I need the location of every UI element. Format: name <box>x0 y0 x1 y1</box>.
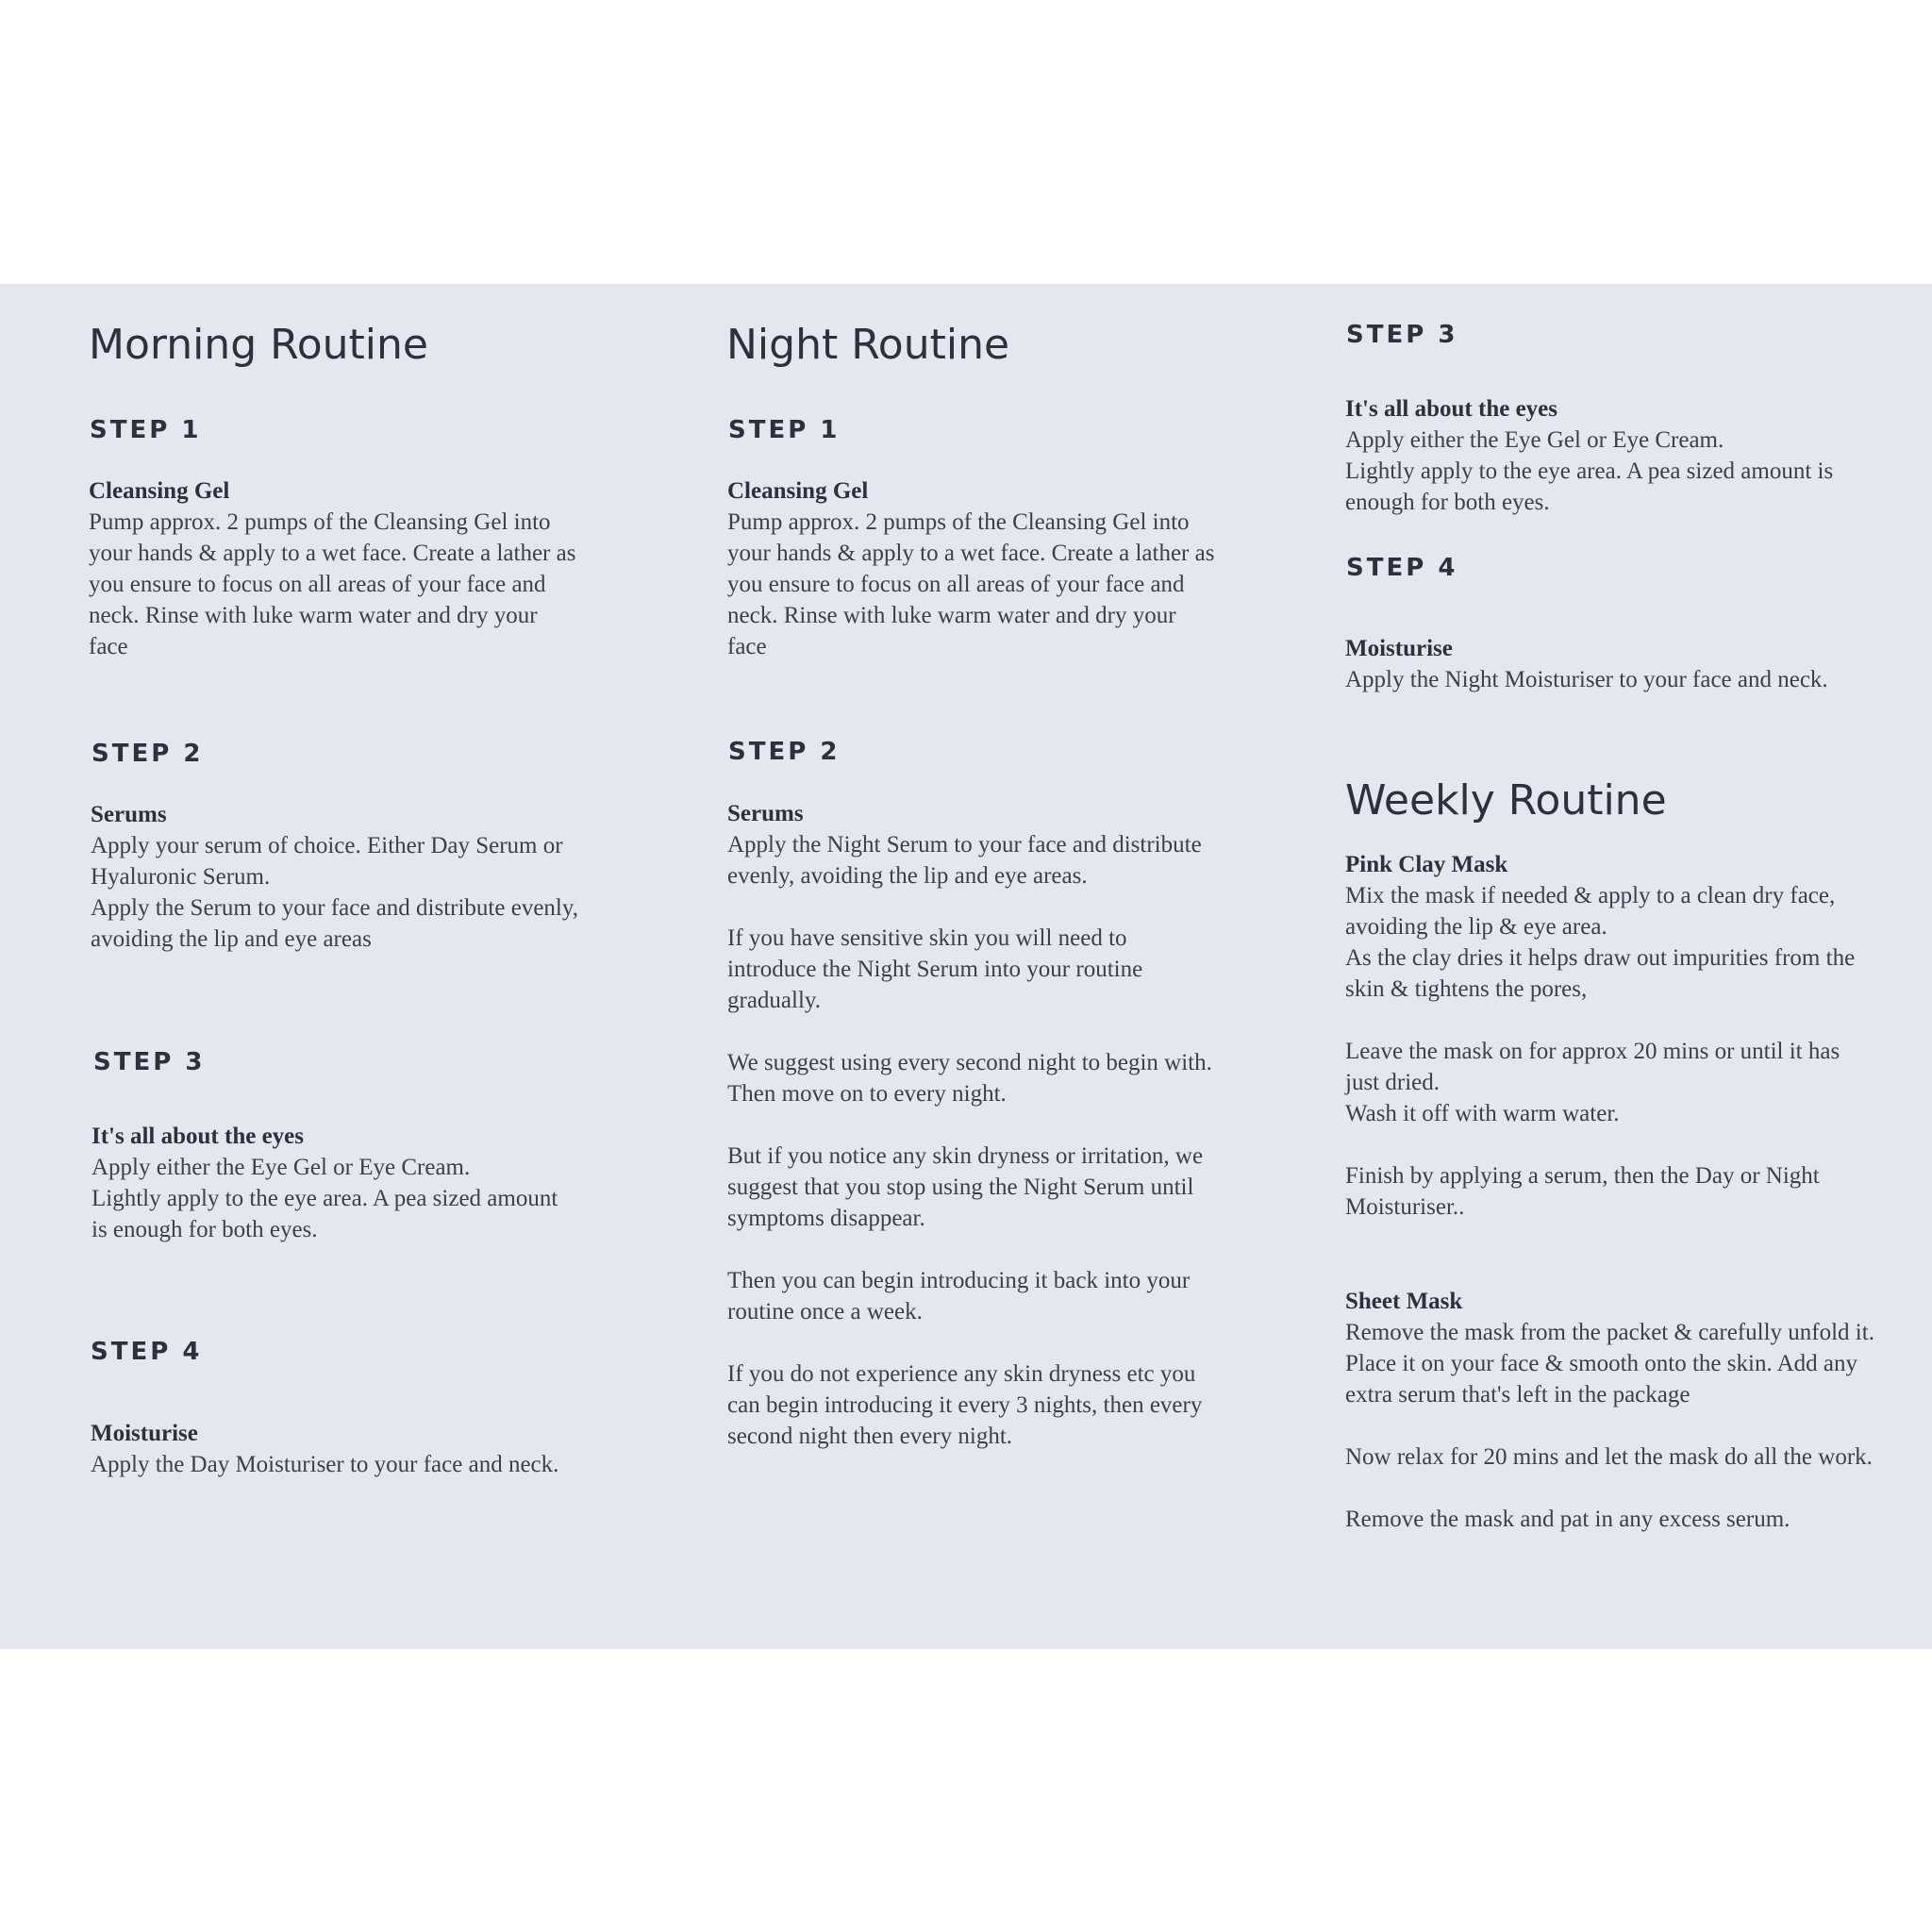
night-step2-p3: We suggest using every second night to begin with. Then move on to every night. <box>727 1050 1212 1107</box>
pink-clay-mask-block <box>1345 849 1874 1223</box>
morning-step1-heading: Cleansing Gel <box>89 478 230 504</box>
sheet-mask-block <box>1345 1286 1888 1535</box>
night-step1-label: STEP 1 <box>728 416 841 444</box>
night-step2-p2: If you have sensitive skin you will need to introduce the Night Serum into your routine gradually. <box>727 925 1143 1013</box>
night-step3-label: STEP 3 <box>1346 321 1458 349</box>
morning-step1-label: STEP 1 <box>90 416 202 444</box>
morning-step2-line1: Apply your serum of choice. Either Day Serum or Hyaluronic Serum. <box>91 833 563 890</box>
pink-clay-mask-heading: Pink Clay Mask <box>1345 852 1508 877</box>
night-step2-label: STEP 2 <box>728 738 841 766</box>
morning-step3-line2: Lightly apply to the eye area. A pea sized amount is enough for both eyes. <box>92 1186 558 1242</box>
morning-step2-heading: Serums <box>91 802 167 827</box>
night-step3-line2: Lightly apply to the eye area. A pea sized amount is enough for both eyes. <box>1345 458 1834 515</box>
sheet-mask-p3: Remove the mask and pat in any excess serum. <box>1345 1507 1790 1532</box>
morning-step2-block <box>91 799 581 955</box>
night-step2-p4: But if you notice any skin dryness or irritation, we suggest that you stop using the Night Serum until symptoms disappear. <box>727 1143 1204 1231</box>
sheet-mask-heading: Sheet Mask <box>1345 1289 1463 1314</box>
morning-step3-line1: Apply either the Eye Gel or Eye Cream. <box>92 1155 471 1180</box>
night-step2-p5: Then you can begin introducing it back into your routine once a week. <box>727 1268 1191 1324</box>
pink-clay-mask-line4: Wash it off with warm water. <box>1345 1101 1620 1126</box>
night-step4-label: STEP 4 <box>1346 554 1458 582</box>
morning-step2-label: STEP 2 <box>92 740 204 768</box>
night-step1-block <box>727 475 1218 662</box>
pink-clay-mask-line3: Leave the mask on for approx 20 mins or until it has just dried. <box>1345 1039 1840 1095</box>
pink-clay-mask-line1: Mix the mask if needed & apply to a clean dry face, avoiding the lip & eye area. <box>1345 883 1836 940</box>
morning-step1-block <box>89 475 579 662</box>
night-step4-heading: Moisturise <box>1345 636 1453 661</box>
pink-clay-mask-line5: Finish by applying a serum, then the Day or Night Moisturiser.. <box>1345 1163 1820 1220</box>
morning-step1-text: Pump approx. 2 pumps of the Cleansing Gel into your hands & apply to a wet face. Create a lather as you ensure to focus on all areas of your face and neck. Rinse with luke warm water and dry your face <box>89 509 576 659</box>
night-step1-heading: Cleansing Gel <box>727 478 869 504</box>
night-step1-text: Pump approx. 2 pumps of the Cleansing Gel into your hands & apply to a wet face. Create a lather as you ensure to focus on all areas of your face and neck. Rinse with luke warm water and dry your face <box>727 509 1215 659</box>
night-step2-heading: Serums <box>727 801 804 826</box>
sheet-mask-p2: Now relax for 20 mins and let the mask do all the work. <box>1345 1444 1873 1470</box>
night-routine-title: Night Routine <box>726 321 1010 369</box>
morning-step4-block <box>91 1418 572 1480</box>
morning-step3-heading: It's all about the eyes <box>92 1124 304 1149</box>
night-step2-block <box>727 798 1213 1452</box>
night-step2-p1: Apply the Night Serum to your face and distribute evenly, avoiding the lip and eye areas. <box>727 832 1202 889</box>
sheet-mask-p1: Remove the mask from the packet & carefully unfold it. Place it on your face & smooth onto the skin. Add any extra serum that's left in the package <box>1345 1320 1874 1407</box>
morning-step2-line2: Apply the Serum to your face and distribute evenly, avoiding the lip and eye areas <box>91 895 578 952</box>
pink-clay-mask-line2: As the clay dries it helps draw out impurities from the skin & tightens the pores, <box>1345 945 1856 1002</box>
morning-routine-title: Morning Routine <box>89 321 428 369</box>
night-step2-p6: If you do not experience any skin dryness etc you can begin introducing it every 3 nights, then every second night then every night. <box>727 1361 1203 1449</box>
weekly-routine-title: Weekly Routine <box>1345 776 1667 824</box>
night-step4-block <box>1345 633 1864 695</box>
morning-step3-label: STEP 3 <box>93 1048 206 1076</box>
night-step4-text: Apply the Night Moisturiser to your face and neck. <box>1345 667 1828 692</box>
morning-step4-label: STEP 4 <box>91 1338 203 1366</box>
night-step3-line1: Apply either the Eye Gel or Eye Cream. <box>1345 427 1724 453</box>
morning-step4-heading: Moisturise <box>91 1421 198 1446</box>
morning-step4-text: Apply the Day Moisturiser to your face and neck. <box>91 1452 559 1477</box>
night-step3-block <box>1345 393 1883 518</box>
night-step3-heading: It's all about the eyes <box>1345 396 1557 422</box>
morning-step3-block <box>92 1121 563 1245</box>
